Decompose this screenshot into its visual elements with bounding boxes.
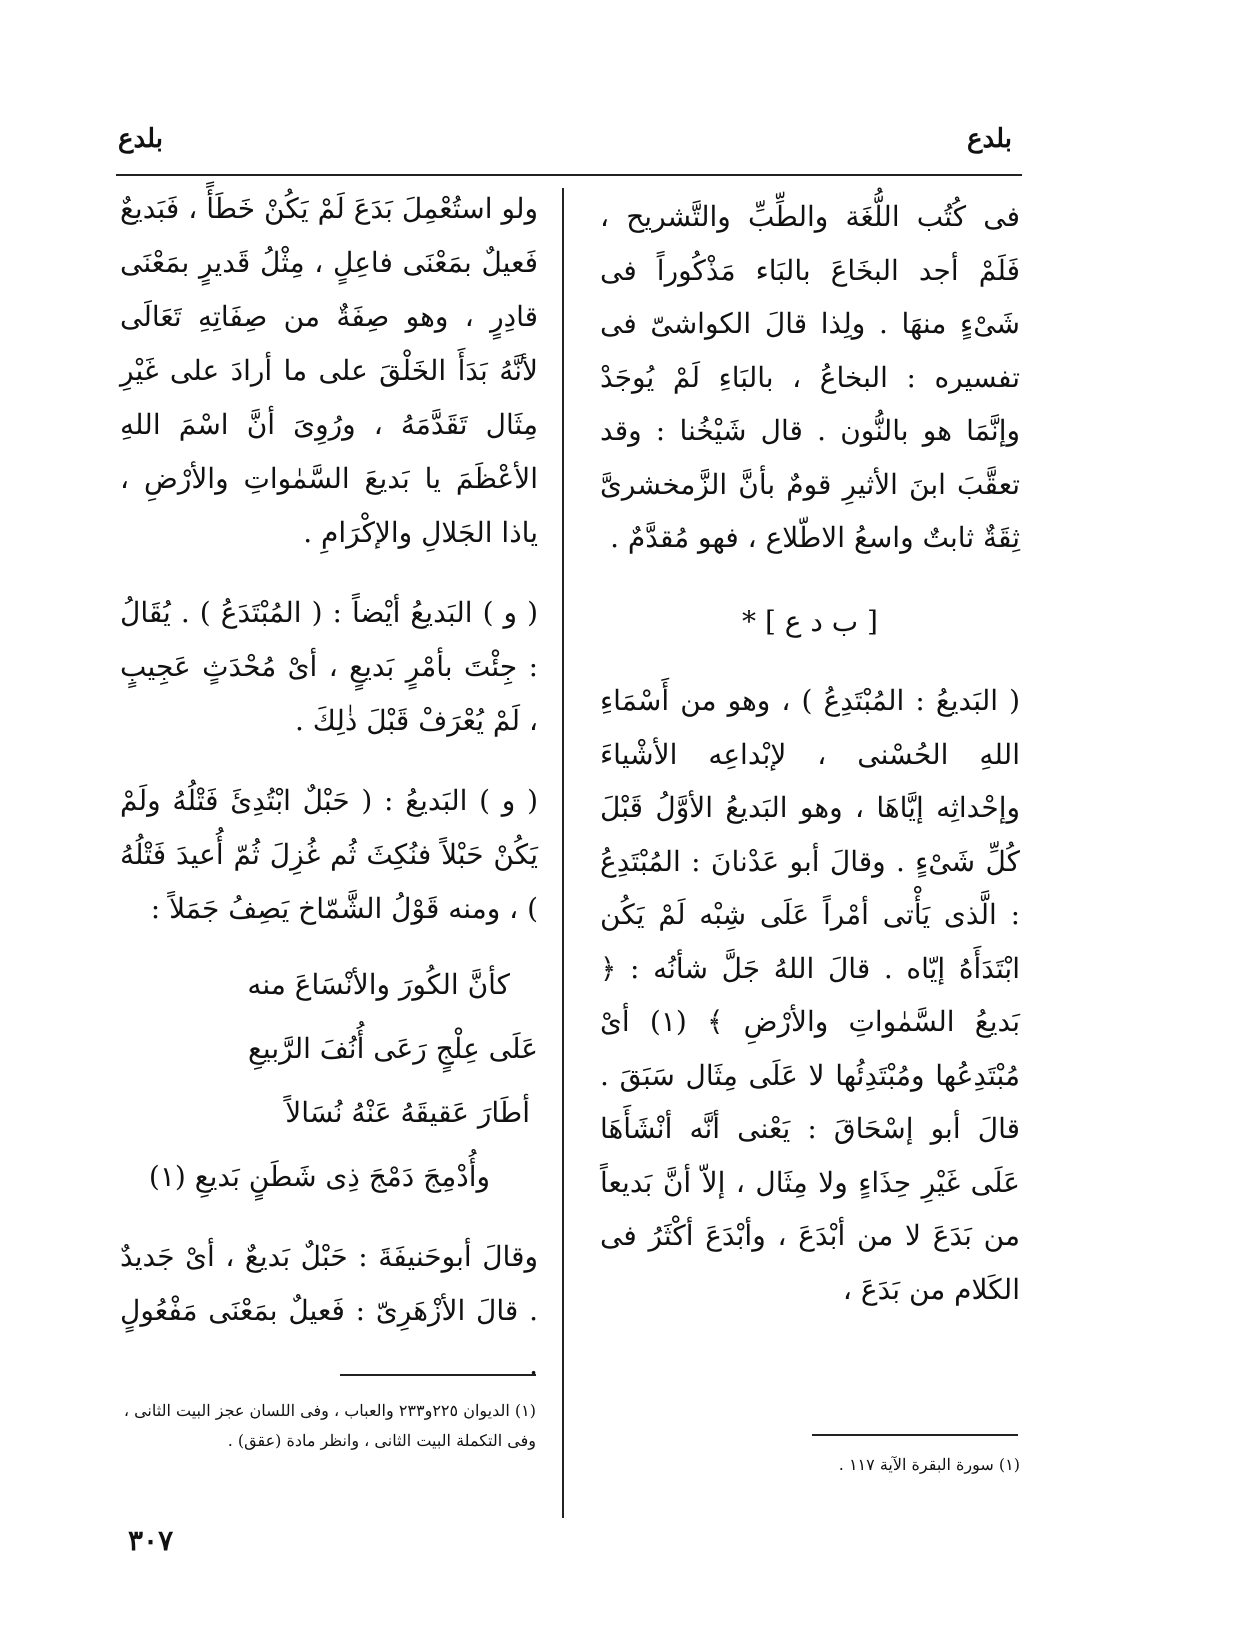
entry-heading: [ ب د ع ] *: [742, 604, 878, 638]
right-paragraph-2: ( البَديعُ : المُبْتَدِعُ ) ، وهو من أَسْمَاءِ اللهِ الحُسْنى ، لإبْداعِه الأشْياءَ وإحْداثِه إيَّاهَا ، وهو البَديعُ الأوَّلُ قَبْلَ كُلِّ شَىْءٍ . وقالَ أبو عَدْنانَ : المُبْتَدِعُ : الَّذى يَأْتى أمْراً عَلَى شِبْه لَمْ يَكُن ابْتَدَأَهُ إيّاه . قالَ اللهُ جَلَّ شأنُه : ﴿ بَديعُ السَّمٰواتِ والأرْضِ ﴾ (١) أىْ مُبْتَدِعُها ومُبْتَدِئُها لا عَلَى مِثَال سَبَقَ . قالَ أبو إسْحَاقَ : يَعْنى أنَّه أنْشَأَهَا عَلَى غَيْرِ حِذَاءٍ ولا مِثَال ، إلاّ أنَّ بَديعاً من بَدَعَ لا من أبْدَعَ ، وأبْدَعَ أكْثَرُ فى الكَلام من بَدَعَ ،: [600, 684, 1020, 1306]
page-number: ٣٠٧: [128, 1524, 174, 1557]
left-paragraph-4: وقالَ أبوحَنيفَةَ : حَبْلٌ بَديعٌ ، أىْ جَديدٌ . قالَ الأزْهَرِىّ : فَعيلٌ بمَعْنَى مَفْعُولٍ .: [120, 1240, 538, 1381]
verse-line-2: عَلَى عِلْجٍ رَعَى أُنُفَ الرَّبيعِ: [248, 1032, 538, 1065]
verse-line-1: كأنَّ الكُورَ والأنْسَاعَ منه: [247, 968, 510, 1001]
header-root-word-right: بلدع: [966, 124, 1012, 154]
footnote-rule-right: [812, 1434, 1018, 1436]
left-column: [120, 182, 538, 1392]
left-paragraph-2: ( و ) البَديعُ أيْضاً : ( المُبْتَدَعُ ) . يُقَالُ : جِئْتَ بأمْرٍ بَديعٍ ، أىْ مُحْدَثٍ عَجِيبٍ ، لَمْ يُعْرَفْ قَبْلَ ذٰلِكَ .: [120, 596, 539, 737]
header-rule: [116, 174, 1022, 176]
column-divider: [562, 188, 564, 1518]
left-paragraph-1: ولو استُعْمِلَ بَدَعَ لَمْ يَكُنْ خَطَأً ، فَبَديعٌ فَعيلٌ بمَعْنَى فاعِلٍ ، مِثْلُ قَديرٍ بمَعْنَى قادِرٍ ، وهو صِفَةٌ من صِفَاتِهِ تَعَالَى لأنَّهُ بَدَأَ الخَلْقَ على ما أرادَ على غَيْرِ مِثَال تَقَدَّمَهُ ، ورُوِىَ أنَّ اسْمَ اللهِ الأعْظَمَ يا بَديعَ السَّمٰواتِ والأرْضِ ، ياذا الجَلالِ والإكْرَامِ .: [120, 192, 538, 549]
verse-line-3: أطَارَ عَقيقَهُ عَنْهُ نُسَالاً: [285, 1096, 530, 1129]
verse-line-4: وأُدْمِجَ دَمْجَ ذِى شَطَنٍ بَديعِ (١): [148, 1160, 490, 1193]
right-column: [600, 190, 1020, 1316]
footnote-left: (١) الديوان ٢٢٥و٢٣٣ والعباب ، وفى اللسان عجز البيت الثانى ، وفى التكملة البيت الثانى ، وانظر مادة (عقق) .: [123, 1401, 536, 1450]
header-root-word-left: بلدع: [118, 124, 164, 154]
left-paragraph-3: ( و ) البَديعُ : ( حَبْلٌ ابْتُدِئَ فَتْلُهُ ولَمْ يَكُنْ حَبْلاً فنُكِثَ ثُم غُزِلَ ثُمّ أُعيدَ فَتْلُهُ ) ، ومنه قَوْلُ الشَّمّاخ يَصِفُ جَمَلاً :: [120, 784, 538, 925]
right-paragraph-1: فى كُتُب اللُّغَة والطِّبِّ والتَّشريح ، فَلَمْ أجد البخَاعَ بالبَاء مَذْكُوراً فى شَىْءٍ منهَا . ولِذا قالَ الكواشىّ فى تفسيره : البخاعُ ، بالبَاءِ لَمْ يُوجَدْ وإنَّمَا هو بالنُّون . قال شَيْخُنا : وقد تعقَّبَ ابنَ الأثيرِ قومٌ بأنَّ الزَّمخشرىَّ ثِقَةٌ ثابتٌ واسعُ الاطّلاع ، فهو مُقدَّمٌ .: [600, 200, 1020, 554]
footnote-rule-left: [340, 1374, 536, 1376]
footnote-right: (١) سورة البقرة الآية ١١٧ .: [838, 1455, 1020, 1474]
